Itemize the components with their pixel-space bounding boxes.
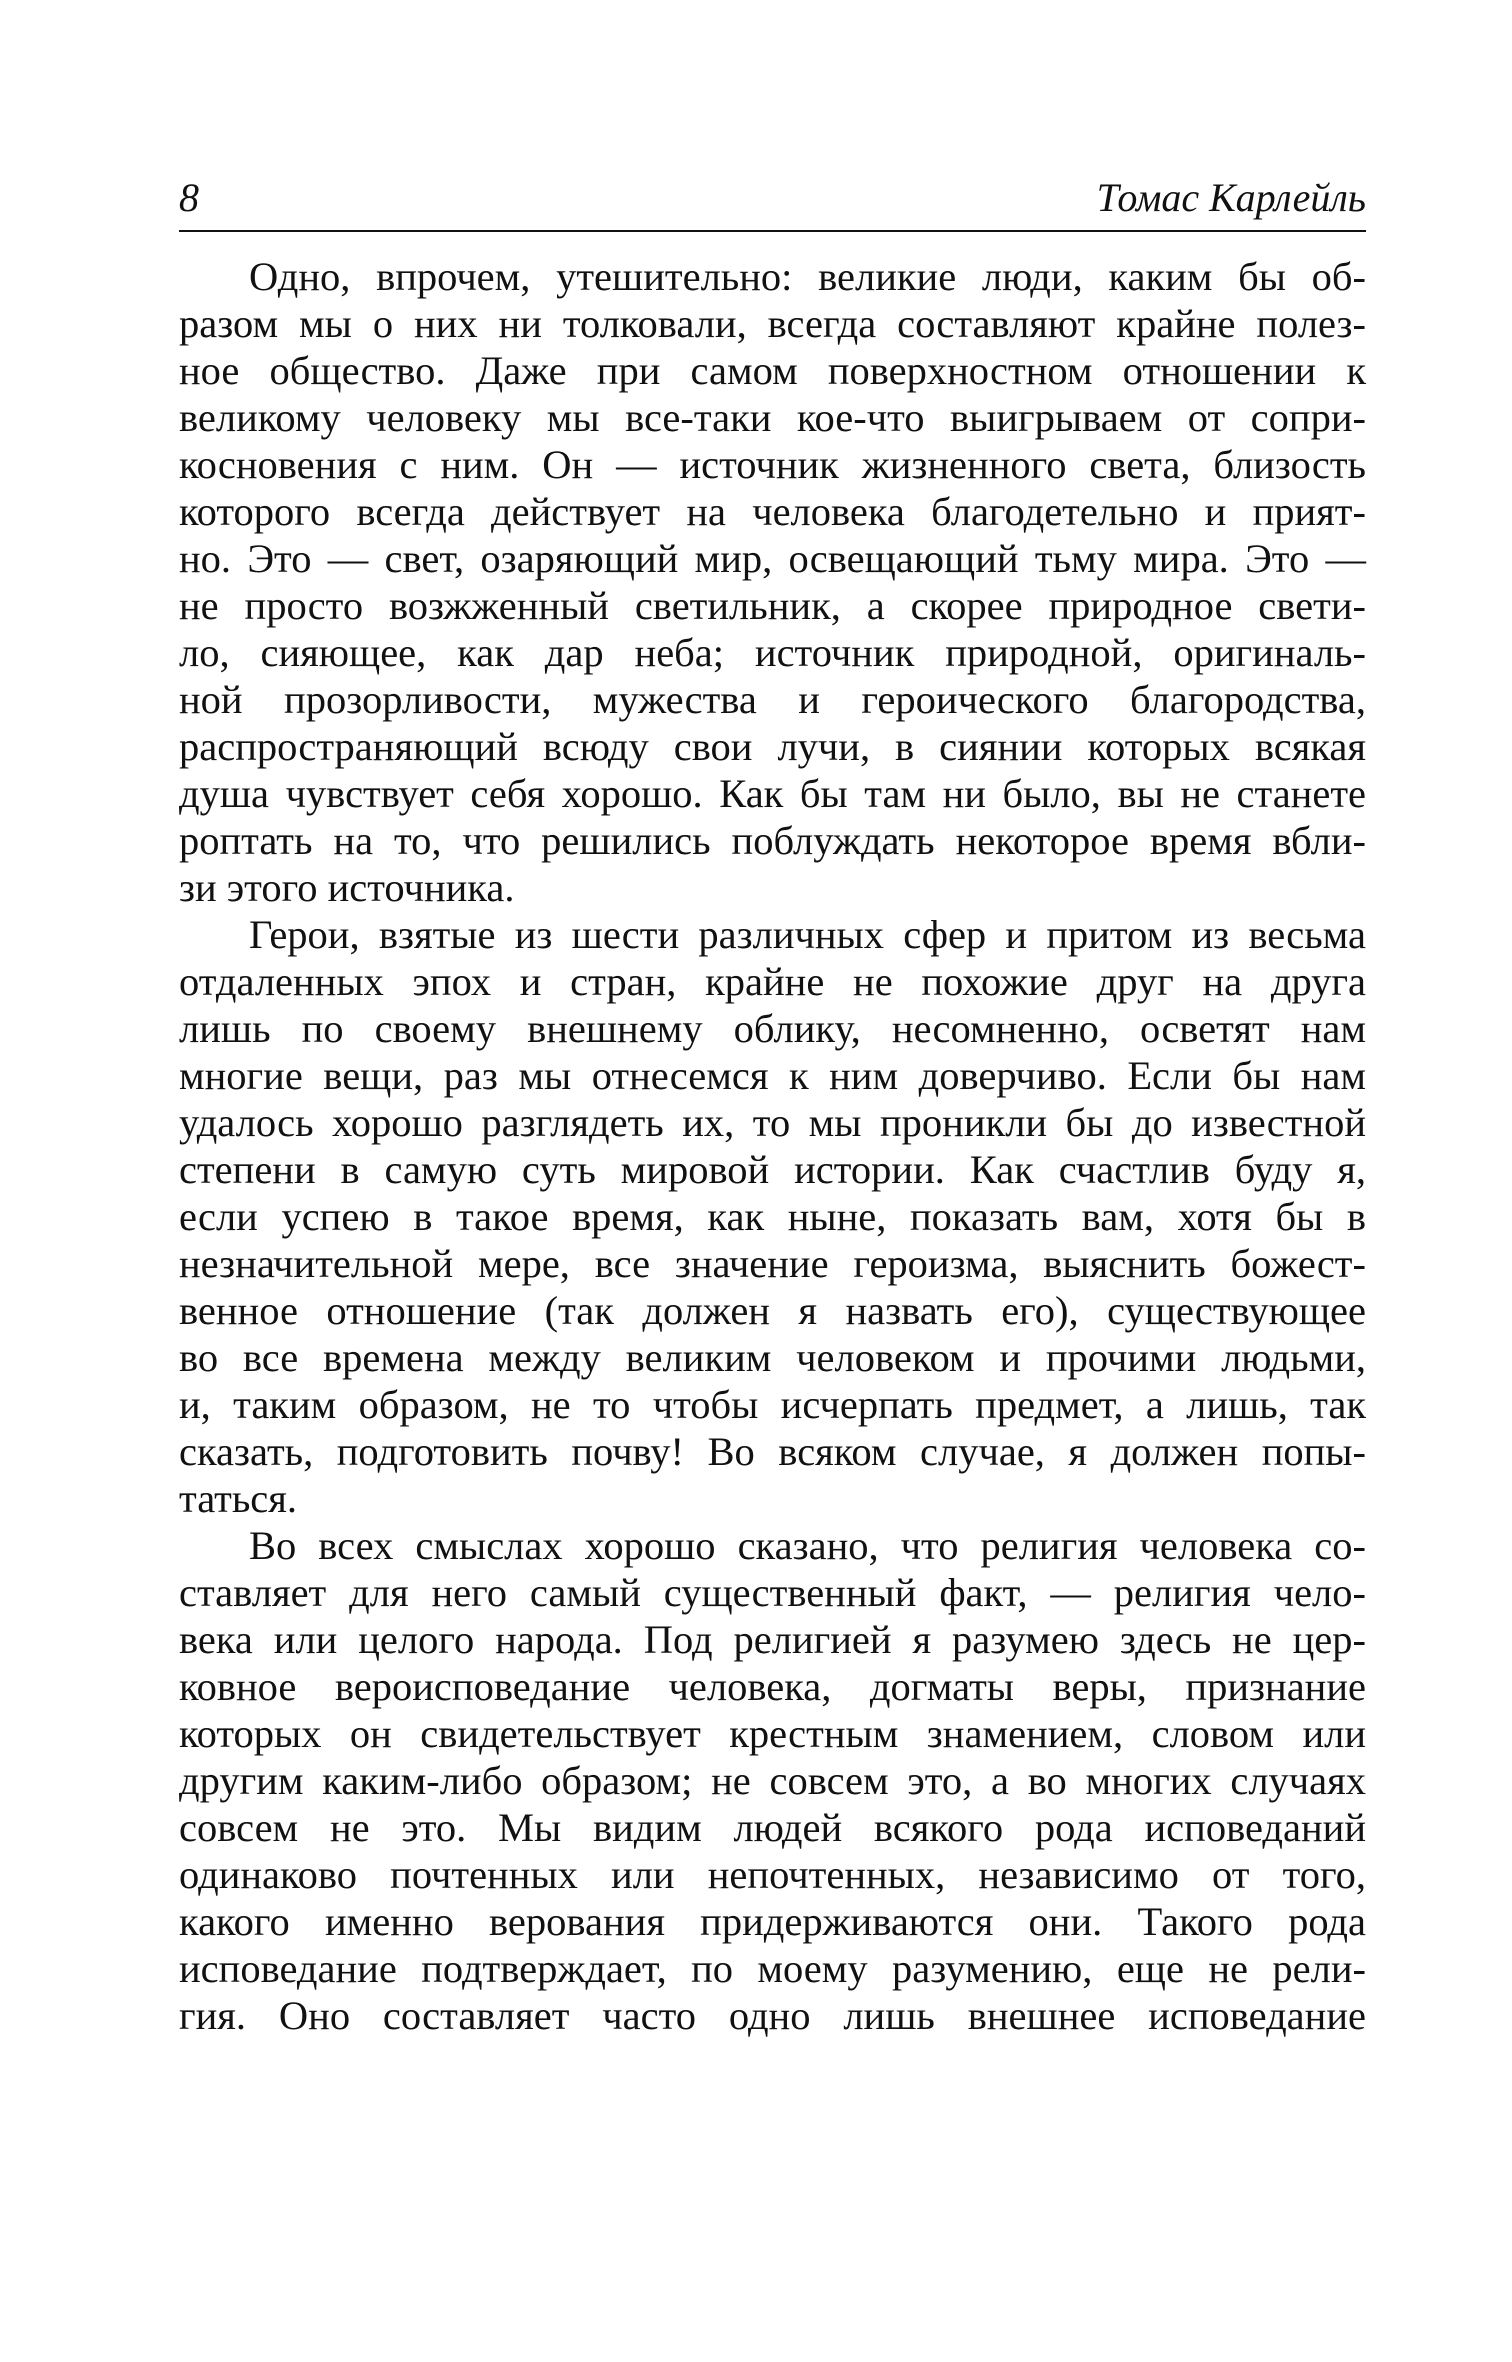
text-line: исповедание подтверждает, по моему разумению, еще не рели- xyxy=(179,1946,1366,1991)
text-line: великому человеку мы все-таки кое-что выигрываем от сопри- xyxy=(179,395,1366,440)
text-line: венное отношение (так должен я назвать его), существующее xyxy=(179,1288,1366,1333)
text-line: века или целого народа. Под религией я разумею здесь не цер- xyxy=(179,1617,1366,1662)
text-line: разом мы о них ни толковали, всегда составляют крайне полез- xyxy=(179,301,1366,346)
text-line: многие вещи, раз мы отнесемся к ним доверчиво. Если бы нам xyxy=(179,1053,1366,1098)
text-line: распространяющий всюду свои лучи, в сиянии которых всякая xyxy=(179,724,1366,769)
text-line: во все времена между великим человеком и прочими людьми, xyxy=(179,1335,1366,1380)
text-line: ставляет для него самый существенный факт, — религия чело- xyxy=(179,1570,1366,1615)
text-line: но. Это — свет, озаряющий мир, освещающий тьму мира. Это — xyxy=(179,536,1366,581)
header-rule xyxy=(179,230,1366,232)
text-line: гия. Оно составляет часто одно лишь внешнее исповедание xyxy=(179,1993,1366,2038)
text-line: Одно, впрочем, утешительно: великие люди, каким бы об- xyxy=(249,254,1366,299)
text-line: отдаленных эпох и стран, крайне не похожие друг на друга xyxy=(179,959,1366,1004)
text-line: косновения с ним. Он — источник жизненного света, близость xyxy=(179,442,1366,487)
text-line: степени в самую суть мировой истории. Как счастлив буду я, xyxy=(179,1147,1366,1192)
text-line: Во всех смыслах хорошо сказано, что религия человека со- xyxy=(249,1523,1366,1568)
text-line: лишь по своему внешнему облику, несомненно, осветят нам xyxy=(179,1006,1366,1051)
text-line: удалось хорошо разглядеть их, то мы проникли бы до известной xyxy=(179,1100,1366,1145)
text-line: и, таким образом, не то чтобы исчерпать предмет, а лишь, так xyxy=(179,1382,1366,1427)
text-line: таться. xyxy=(179,1476,298,1521)
body-text xyxy=(179,253,1366,2039)
text-line: какого именно верования придерживаются они. Такого рода xyxy=(179,1899,1366,1944)
text-line: сказать, подготовить почву! Во всяком случае, я должен попы- xyxy=(179,1429,1366,1474)
page-number: 8 xyxy=(179,175,199,220)
text-line: зи этого источника. xyxy=(179,865,515,910)
text-line: которого всегда действует на человека благодетельно и прият- xyxy=(179,489,1366,534)
running-head xyxy=(179,168,1366,230)
text-line: одинаково почтенных или непочтенных, независимо от того, xyxy=(179,1852,1366,1897)
text-line: роптать на то, что решились поблуждать некоторое время вбли- xyxy=(179,818,1366,863)
text-line: ной прозорливости, мужества и героического благородства, xyxy=(179,677,1366,722)
text-line: другим каким-либо образом; не совсем это, а во многих случаях xyxy=(179,1758,1366,1803)
text-line: ковное вероисповедание человека, догматы веры, признание xyxy=(179,1664,1366,1709)
text-line: ное общество. Даже при самом поверхностном отношении к xyxy=(179,348,1366,393)
text-line: незначительной мере, все значение героизма, выяснить божест- xyxy=(179,1241,1366,1286)
text-line: совсем не это. Мы видим людей всякого рода исповеданий xyxy=(179,1805,1366,1850)
text-line: которых он свидетельствует крестным знамением, словом или xyxy=(179,1711,1366,1756)
text-line: если успею в такое время, как ныне, показать вам, хотя бы в xyxy=(179,1194,1366,1239)
text-line: душа чувствует себя хорошо. Как бы там ни было, вы не станете xyxy=(179,771,1366,816)
text-line: не просто возжженный светильник, а скорее природное свети- xyxy=(179,583,1366,628)
running-title: Томас Карлейль xyxy=(1096,175,1366,220)
text-line: ло, сияющее, как дар неба; источник природной, оригиналь- xyxy=(179,630,1366,675)
text-line: Герои, взятые из шести различных сфер и притом из весьма xyxy=(249,912,1366,957)
